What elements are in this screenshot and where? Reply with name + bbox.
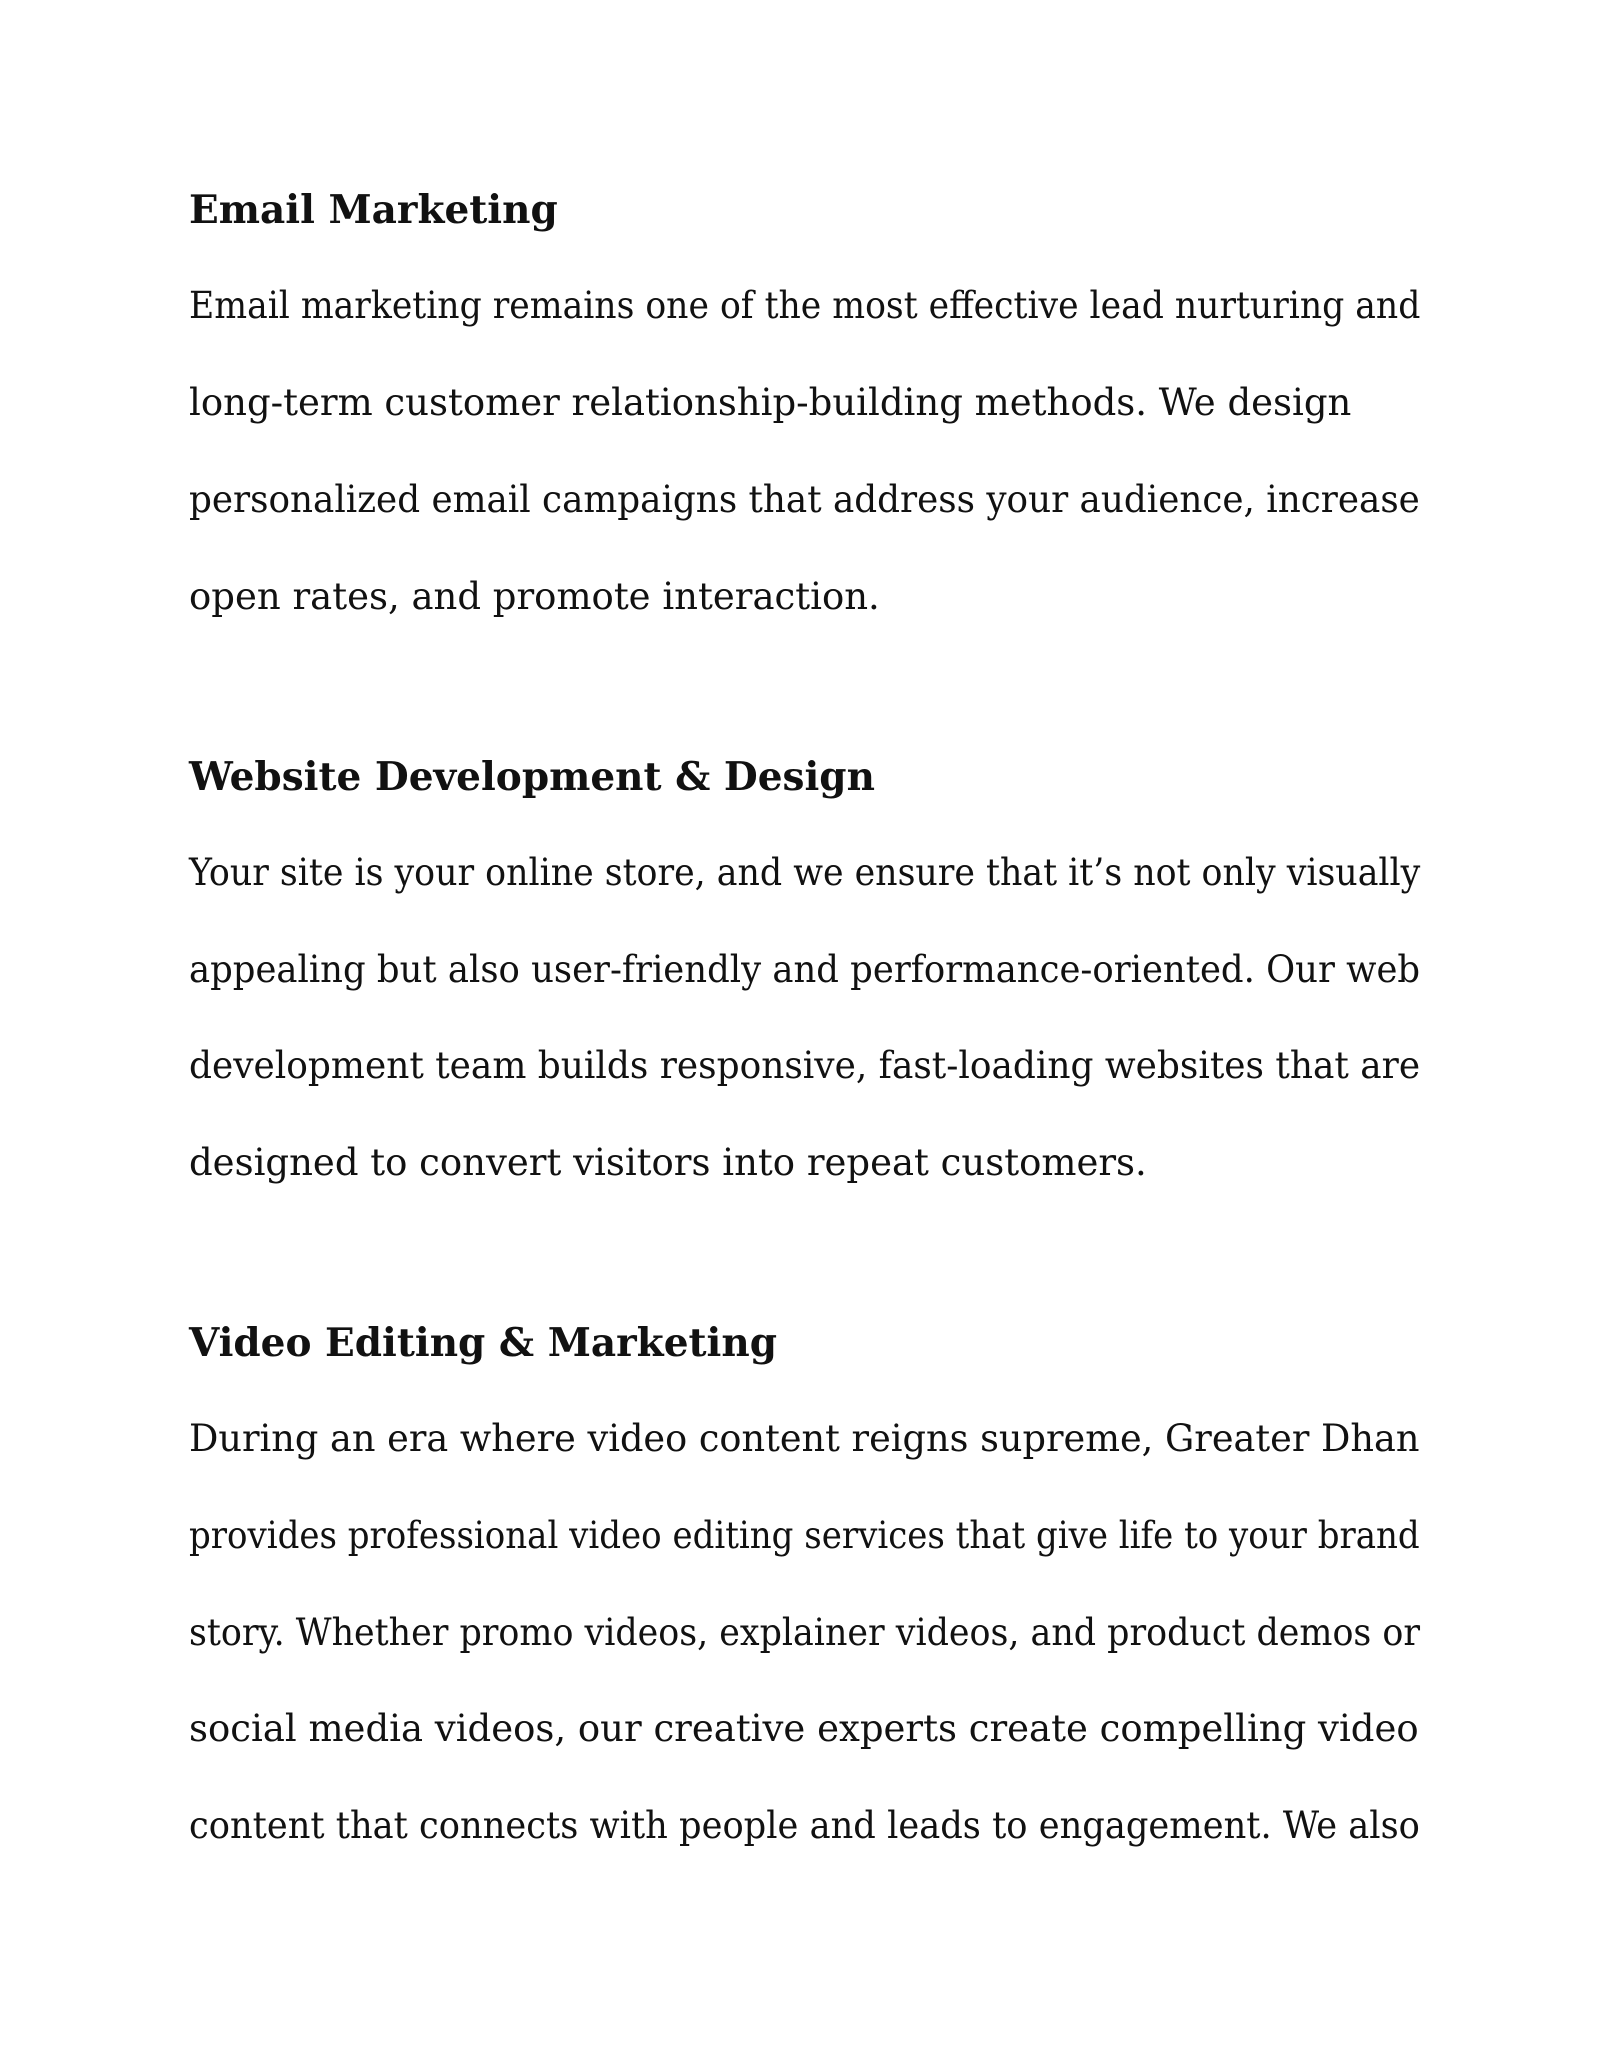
- paragraph-line: Email marketing remains one of the most effective lead nurturing and: [189, 284, 1421, 327]
- paragraph-line: story. Whether promo videos, explainer videos, and product demos or: [189, 1611, 1421, 1654]
- paragraph-line: social media videos, our creative experts create compelling video: [189, 1707, 1419, 1750]
- paragraph-line: development team builds responsive, fast-loading websites that are: [189, 1044, 1421, 1087]
- paragraph-line: designed to convert visitors into repeat customers.: [189, 1141, 1147, 1184]
- paragraph-line: provides professional video editing services that give life to your brand: [189, 1514, 1420, 1557]
- section-heading-video-editing: Video Editing & Marketing: [189, 1320, 777, 1366]
- section-heading-website-development: Website Development & Design: [189, 754, 875, 800]
- paragraph-line: Your site is your online store, and we ensure that it’s not only visually: [189, 851, 1421, 894]
- section-heading-email-marketing: Email Marketing: [189, 187, 558, 233]
- paragraph-line: open rates, and promote interaction.: [189, 575, 880, 618]
- paragraph-line: content that connects with people and leads to engagement. We also: [189, 1804, 1420, 1847]
- paragraph-line: personalized email campaigns that address your audience, increase: [189, 478, 1420, 521]
- paragraph-line: appealing but also user-friendly and performance-oriented. Our web: [189, 948, 1421, 991]
- paragraph-line: long-term customer relationship-building methods. We design: [189, 381, 1352, 424]
- paragraph-line: During an era where video content reigns supreme, Greater Dhan: [189, 1417, 1420, 1460]
